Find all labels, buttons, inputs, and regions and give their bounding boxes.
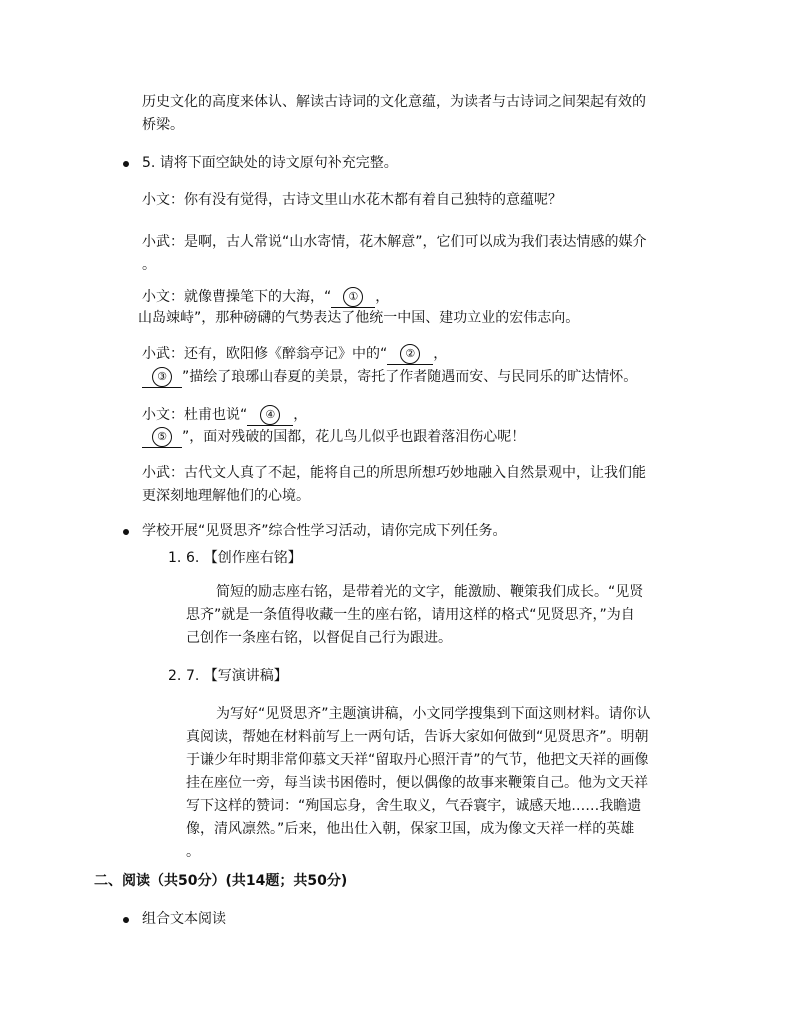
item-1-line-2: 思齐”就是一条值得收藏一生的座右铭，请用这样的格式“见贤思齐，”为自 bbox=[186, 607, 635, 623]
q5-title: 5. 请将下面空缺处的诗文原句补充完整。 bbox=[142, 155, 398, 171]
dialogue-5-line-1 bbox=[142, 404, 702, 427]
item-2-line-6: 像，清风凛然。”后来，他出仕入朝，保家卫国，成为像文天祥一样的英雄 bbox=[186, 821, 635, 837]
dialogue-3-line-2: 山岛竦峙”，那种磅礴的气势表达了他统一中国、建功立业的宏伟志向。 bbox=[138, 310, 580, 326]
dialogue-6-line-1: 小武：古代文人真了不起，能将自己的所思所想巧妙地融入自然景观中，让我们能 bbox=[142, 465, 646, 481]
item-2-line-7: 。 bbox=[186, 844, 200, 860]
blank-1[interactable] bbox=[331, 287, 375, 308]
bullet-section-2 bbox=[123, 917, 129, 923]
item-2-line-4: 挂在座位一旁，每当读书困倦时，便以偶像的故事来鞭策自己。他为文天祥 bbox=[186, 775, 648, 791]
dialogue-3-text-b: ， bbox=[375, 289, 390, 305]
blank-2[interactable] bbox=[387, 344, 433, 365]
item-2-line-2: 真阅读，帮她在材料前写上一两句话，告诉大家如何做到“见贤思齐”。明朝 bbox=[186, 729, 649, 745]
dialogue-2-line-1: 小武：是啊，古人常说“山水寄情，花木解意”，它们可以成为我们表达情感的媒介 bbox=[142, 234, 647, 250]
blank-1-marker: ① bbox=[343, 287, 363, 307]
dialogue-4-text-a: 小武：还有，欧阳修《醉翁亭记》中的“ bbox=[142, 346, 388, 362]
dialogue-6-line-2: 更深刻地理解他们的心境。 bbox=[142, 488, 310, 504]
blank-5-marker: ⑤ bbox=[152, 427, 172, 447]
blank-3[interactable] bbox=[142, 367, 182, 388]
dialogue-5-text-c: ”，面对残破的国都，花儿鸟儿似乎也跟着落泪伤心呢！ bbox=[182, 429, 526, 445]
item-2-number: 2. bbox=[168, 668, 182, 684]
blank-2-marker: ② bbox=[400, 344, 420, 364]
item-1-number: 1. bbox=[168, 550, 182, 566]
dialogue-4-text-b: ， bbox=[433, 346, 448, 362]
dialogue-2-line-2: 。 bbox=[142, 257, 156, 273]
dialogue-3-text-a: 小文：就像曹操笔下的大海，“ bbox=[142, 289, 332, 305]
blank-4-marker: ④ bbox=[260, 405, 280, 425]
section-2-title: 二、阅读（共50分）(共14题；共50分) bbox=[94, 873, 348, 889]
item-2-line-3: 于谦少年时期非常仰慕文天祥“留取丹心照汗青”的气节，他把文天祥的画像 bbox=[186, 752, 649, 768]
dialogue-4-text-c: ”描绘了琅琊山春夏的美景，寄托了作者随遇而安、与民同乐的旷达情怀。 bbox=[182, 369, 638, 385]
item-2-line-5: 写下这样的赞词：“殉国忘身，舍生取义，气吞寰宇，诚感天地……我瞻遗 bbox=[186, 798, 642, 814]
dialogue-1: 小文：你有没有觉得，古诗文里山水花木都有着自己独特的意蕴呢？ bbox=[142, 192, 562, 208]
item-2-heading: 7. 【写演讲稿】 bbox=[186, 668, 288, 684]
intro-line-2: 桥梁。 bbox=[142, 117, 184, 133]
item-1-line-3: 己创作一条座右铭，以督促自己行为跟进。 bbox=[186, 630, 452, 646]
item-2-line-1: 为写好“见贤思齐”主题演讲稿，小文同学搜集到下面这则材料。请你认 bbox=[216, 706, 651, 722]
dialogue-4-line-2 bbox=[142, 366, 702, 389]
dialogue-5-text-b: ， bbox=[293, 407, 308, 423]
item-1-heading: 6. 【创作座右铭】 bbox=[186, 550, 302, 566]
item-1-line-1: 简短的励志座右铭，是带着光的文字，能激励、鞭策我们成长。“见贤 bbox=[216, 584, 644, 600]
intro-line-1: 历史文化的高度来体认、解读古诗词的文化意蕴，为读者与古诗词之间架起有效的 bbox=[142, 94, 646, 110]
dialogue-5-text-a: 小文：杜甫也说“ bbox=[142, 407, 248, 423]
blank-5[interactable] bbox=[142, 427, 182, 448]
dialogue-4-line-1 bbox=[142, 343, 702, 366]
blank-3-marker: ③ bbox=[152, 367, 172, 387]
bullet-activity bbox=[123, 529, 129, 535]
dialogue-3-line-1 bbox=[142, 286, 702, 309]
activity-title: 学校开展“见贤思齐”综合性学习活动，请你完成下列任务。 bbox=[142, 523, 507, 539]
section-2-subtitle: 组合文本阅读 bbox=[142, 911, 226, 927]
blank-4[interactable] bbox=[247, 405, 293, 426]
bullet-q5 bbox=[123, 161, 129, 167]
dialogue-5-line-2 bbox=[142, 426, 702, 449]
